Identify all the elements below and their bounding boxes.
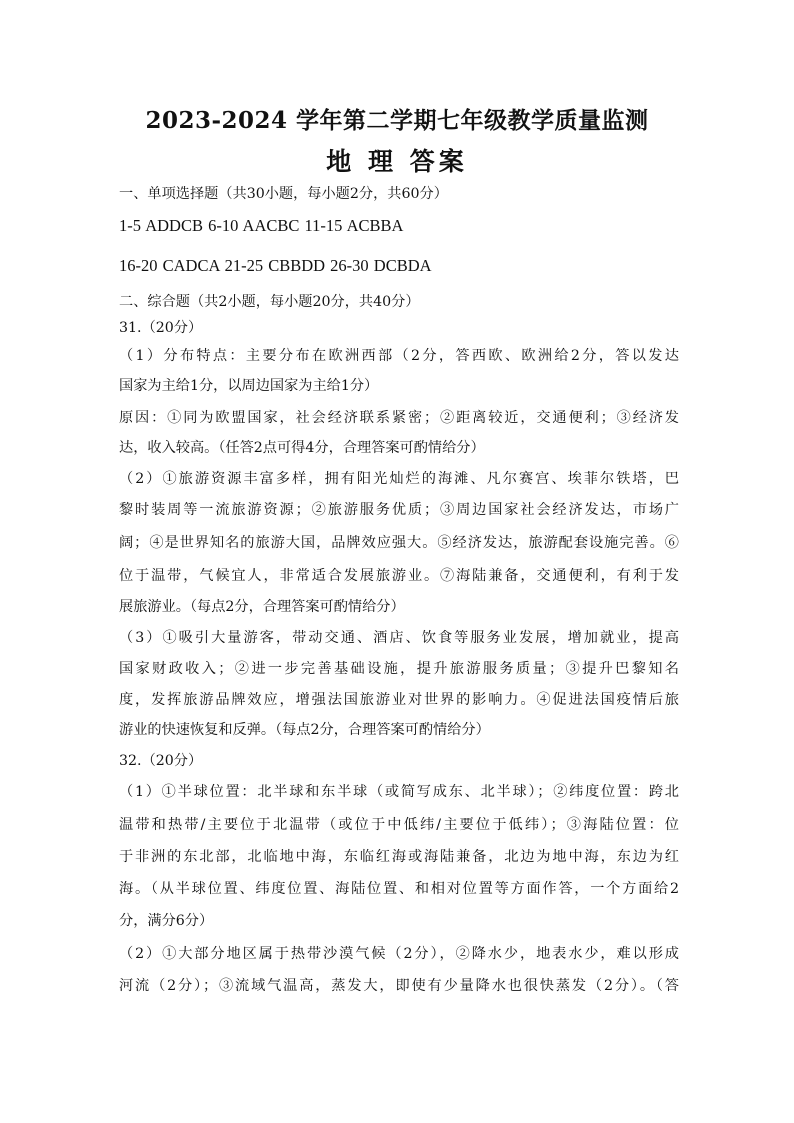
answer-text-line: 河流（2分）；③流域气温高，蒸发大，即使有少量降水也很快蒸发（2分）。（答 xyxy=(119,978,679,994)
answer-text-line: （1）分布特点：主要分布在欧洲西部（2分，答西欧、欧洲给2分，答以发达 xyxy=(119,348,679,364)
answer-text-line: 国家财政收入；②进一步完善基础设施，提升旅游服务质量；③提升巴黎知名 xyxy=(119,661,679,677)
exam-title: 2023-2024 学年第二学期七年级教学质量监测 xyxy=(145,107,649,134)
answer-text-line: 温带和热带/主要位于北温带（或位于中低纬/主要位于低纬）；③海陆位置：位 xyxy=(119,817,679,833)
answer-text-line: （3）①吸引大量游客，带动交通、酒店、饮食等服务业发展，增加就业，提高 xyxy=(119,630,679,646)
answer-text-line: 黎时装周等一流旅游资源；②旅游服务优质；③周边国家社会经济发达，市场广 xyxy=(119,502,679,518)
answer-text-line: 海。（从半球位置、纬度位置、海陆位置、和相对位置等方面作答，一个方面给2 xyxy=(119,881,679,897)
section-2-heading: 二、综合题（共2小题，每小题20分，共40分） xyxy=(119,294,420,310)
answer-text-line: （2）①大部分地区属于热带沙漠气候（2分），②降水少，地表水少，难以形成 xyxy=(119,946,679,962)
answer-text-line: 原因：①同为欧盟国家，社会经济联系紧密；②距离较近，交通便利；③经济发 xyxy=(119,410,679,426)
section-1-heading: 一、单项选择题（共30小题，每小题2分，共60分） xyxy=(119,186,448,202)
answer-text-line: 于非洲的东北部，北临地中海，东临红海或海陆兼备，北边为地中海，东边为红 xyxy=(119,849,679,865)
answer-text-line: 分，满分6分） xyxy=(119,913,214,929)
answer-text-line: （1）①半球位置：北半球和东半球（或简写成东、北半球）；②纬度位置：跨北 xyxy=(119,784,679,800)
mc-answers-row-1: 1-5 ADDCB 6-10 AACBC 11-15 ACBBA xyxy=(119,216,404,235)
question-31-heading: 31.（20分） xyxy=(119,320,203,336)
question-32-heading: 32.（20分） xyxy=(119,753,203,769)
answer-text-line: 国家为主给1分，以周边国家为主给1分） xyxy=(119,378,379,394)
answer-text-line: 阔；④是世界知名的旅游大国，品牌效应强大。⑤经济发达，旅游配套设施完善。⑥ xyxy=(119,535,679,551)
answer-text-line: 位于温带，气候宜人，非常适合发展旅游业。⑦海陆兼备，交通便利，有利于发 xyxy=(119,568,679,584)
answer-text-line: 度，发挥旅游品牌效应，增强法国旅游业对世界的影响力。④促进法国疫情后旅 xyxy=(119,692,679,708)
answer-text-line: 展旅游业。（每点2分，合理答案可酌情给分） xyxy=(119,599,405,615)
mc-answers-row-2: 16-20 CADCA 21-25 CBBDD 26-30 DCBDA xyxy=(119,256,432,275)
answer-text-line: 游业的快速恢复和反弹。（每点2分，合理答案可酌情给分） xyxy=(119,722,490,738)
subject-answer-heading: 地 理 答案 xyxy=(326,147,468,176)
answer-text-line: 达，收入较高。（任答2点可得4分，合理答案可酌情给分） xyxy=(119,440,485,456)
answer-text-line: （2）①旅游资源丰富多样，拥有阳光灿烂的海滩、凡尔赛宫、埃菲尔铁塔，巴 xyxy=(119,471,679,487)
